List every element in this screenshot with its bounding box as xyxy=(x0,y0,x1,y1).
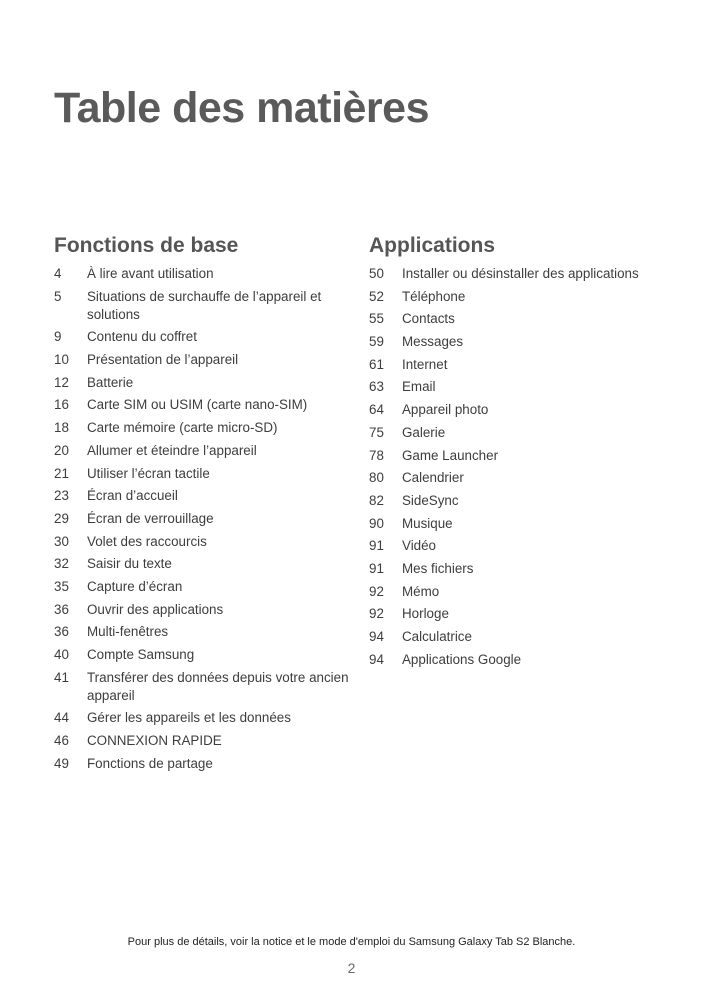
toc-entry[interactable] xyxy=(54,351,354,369)
toc-page-number: 36 xyxy=(54,624,69,640)
toc-entry-label: Batterie xyxy=(87,374,134,390)
toc-entry-label: Contacts xyxy=(402,311,455,327)
toc-entry[interactable] xyxy=(54,487,354,505)
toc-entry-label: Téléphone xyxy=(402,288,466,304)
toc-page-number: 44 xyxy=(54,710,69,726)
toc-entry-label: Multi-fenêtres xyxy=(87,624,169,640)
toc-entry[interactable] xyxy=(54,265,354,283)
toc-entry[interactable] xyxy=(369,560,669,578)
toc-entry[interactable] xyxy=(54,374,354,392)
toc-list xyxy=(54,265,354,773)
toc-page-number: 94 xyxy=(369,629,384,644)
toc-entry[interactable] xyxy=(54,578,354,596)
toc-entry-label: Écran d’accueil xyxy=(87,488,178,504)
toc-page-number: 29 xyxy=(54,510,69,526)
toc-entry[interactable] xyxy=(369,447,669,465)
toc-page-number: 16 xyxy=(54,397,69,413)
toc-page-number: 18 xyxy=(54,420,69,436)
toc-page-number: 63 xyxy=(369,379,384,395)
toc-entry[interactable] xyxy=(369,515,669,533)
toc-entry[interactable] xyxy=(54,396,354,414)
toc-entry-label: Applications Google xyxy=(402,651,522,667)
toc-entry[interactable] xyxy=(369,265,669,283)
toc-page-number: 75 xyxy=(369,424,384,440)
toc-entry[interactable] xyxy=(54,465,354,483)
toc-entry-label: CONNEXION RAPIDE xyxy=(87,733,222,749)
toc-page-number: 61 xyxy=(369,356,384,372)
toc-entry-label: Compte Samsung xyxy=(87,647,195,662)
toc-entry[interactable] xyxy=(369,537,669,555)
toc-entry[interactable] xyxy=(54,646,354,664)
toc-entry[interactable] xyxy=(54,533,354,551)
toc-entry-label: Saisir du texte xyxy=(87,556,172,572)
toc-entry-label: Volet des raccourcis xyxy=(87,533,207,549)
section-fonctions-de-base xyxy=(54,233,354,777)
toc-entry-label: Ouvrir des applications xyxy=(87,601,224,617)
toc-page-number: 35 xyxy=(54,578,69,594)
toc-page-number: 92 xyxy=(369,583,384,599)
toc-entry-label: Calendrier xyxy=(402,470,464,486)
toc-page-number: 5 xyxy=(54,288,62,304)
toc-page-number: 80 xyxy=(369,470,384,486)
toc-page-number: 36 xyxy=(54,601,69,617)
toc-entry-label: Musique xyxy=(402,515,453,531)
toc-entry[interactable] xyxy=(369,356,669,374)
toc-entry[interactable] xyxy=(369,424,669,442)
toc-page-number: 92 xyxy=(369,606,384,622)
toc-entry[interactable] xyxy=(54,709,354,727)
toc-entry-label: Transférer des données depuis votre ancien appareil xyxy=(87,669,349,703)
toc-page-number: 50 xyxy=(369,266,384,281)
toc-entry-label: Gérer les appareils et les données xyxy=(87,710,291,726)
toc-page-number: 32 xyxy=(54,556,69,572)
toc-entry-label: Game Launcher xyxy=(402,447,499,463)
toc-entry-label: SideSync xyxy=(402,492,459,508)
toc-page-number: 10 xyxy=(54,352,69,368)
toc-entry-label: Calculatrice xyxy=(402,629,472,644)
section-title: Applications xyxy=(369,234,496,257)
toc-page-number: 12 xyxy=(54,374,69,390)
toc-entry-label: Appareil photo xyxy=(402,402,489,418)
toc-page-number: 4 xyxy=(54,266,62,281)
toc-entry-label: Utiliser l’écran tactile xyxy=(87,465,210,481)
toc-page-number: 9 xyxy=(54,329,62,345)
toc-entry-label: Email xyxy=(402,379,436,395)
toc-page-number: 64 xyxy=(369,402,384,418)
toc-entry-label: Galerie xyxy=(402,424,446,440)
toc-entry-label: Mémo xyxy=(402,583,440,599)
toc-entry[interactable] xyxy=(54,601,354,619)
toc-entry[interactable] xyxy=(54,732,354,750)
toc-entry-label: Capture d’écran xyxy=(87,578,183,594)
toc-entry[interactable] xyxy=(54,328,354,346)
toc-entry[interactable] xyxy=(369,651,669,669)
toc-entry[interactable] xyxy=(54,555,354,573)
toc-entry[interactable] xyxy=(369,378,669,396)
toc-entry[interactable] xyxy=(369,583,669,601)
toc-entry-label: Horloge xyxy=(402,606,449,622)
toc-entry[interactable] xyxy=(54,510,354,528)
toc-entry-label: Vidéo xyxy=(402,538,437,554)
toc-entry[interactable] xyxy=(54,755,354,773)
toc-entry[interactable] xyxy=(369,288,669,306)
toc-entry[interactable] xyxy=(54,442,354,460)
toc-entry[interactable] xyxy=(369,605,669,623)
toc-entry-label: Écran de verrouillage xyxy=(87,510,214,526)
toc-page-number: 94 xyxy=(369,651,384,667)
toc-entry-label: Contenu du coffret xyxy=(87,329,197,345)
toc-entry-label: Messages xyxy=(402,334,464,350)
toc-entry-label: Internet xyxy=(402,356,448,372)
section-applications xyxy=(369,233,669,673)
toc-page-number: 78 xyxy=(369,447,384,463)
section-title: Fonctions de base xyxy=(54,234,239,257)
toc-entry-label: Carte mémoire (carte micro-SD) xyxy=(87,420,278,436)
toc-page-number: 59 xyxy=(369,334,384,350)
toc-page-number: 82 xyxy=(369,492,384,508)
toc-entry[interactable] xyxy=(369,310,669,328)
toc-page-number: 91 xyxy=(369,538,384,554)
toc-entry-label: Allumer et éteindre l’appareil xyxy=(87,442,257,458)
toc-page-number: 49 xyxy=(54,755,69,771)
toc-entry-label: Mes fichiers xyxy=(402,560,474,576)
toc-entry[interactable] xyxy=(369,469,669,487)
toc-page-number: 90 xyxy=(369,515,384,531)
toc-entry[interactable] xyxy=(54,419,354,437)
footer-note: Pour plus de détails, voir la notice et le mode d'emploi du Samsung Galaxy Tab S2 Blanche. xyxy=(127,936,576,948)
page-number: 2 xyxy=(347,960,356,976)
toc-page-number: 21 xyxy=(54,465,69,481)
toc-entry[interactable] xyxy=(369,492,669,510)
toc-entry[interactable] xyxy=(54,288,354,324)
toc-page-number: 52 xyxy=(369,288,384,304)
toc-entry[interactable] xyxy=(54,623,354,641)
toc-list xyxy=(369,265,669,669)
toc-entry-label: Carte SIM ou USIM (carte nano-SIM) xyxy=(87,397,308,413)
toc-page-number: 46 xyxy=(54,733,69,749)
toc-page-number: 41 xyxy=(54,669,69,685)
toc-page-number: 55 xyxy=(369,311,384,327)
page-title: Table des matières xyxy=(54,84,429,132)
toc-entry[interactable] xyxy=(54,669,354,705)
toc-page-number: 23 xyxy=(54,488,69,504)
toc-page-number: 20 xyxy=(54,442,69,458)
toc-entry[interactable] xyxy=(369,333,669,351)
toc-page-number: 30 xyxy=(54,533,69,549)
toc-entry-label: Installer ou désinstaller des applications xyxy=(402,266,639,281)
toc-entry-label: Situations de surchauffe de l’appareil et solutions xyxy=(87,288,322,322)
toc-entry-label: À lire avant utilisation xyxy=(87,266,214,281)
toc-entry-label: Fonctions de partage xyxy=(87,755,213,771)
toc-entry[interactable] xyxy=(369,628,669,646)
toc-page-number: 40 xyxy=(54,647,69,662)
toc-page-number: 91 xyxy=(369,560,384,576)
toc-entry[interactable] xyxy=(369,401,669,419)
toc-entry-label: Présentation de l’appareil xyxy=(87,352,239,368)
